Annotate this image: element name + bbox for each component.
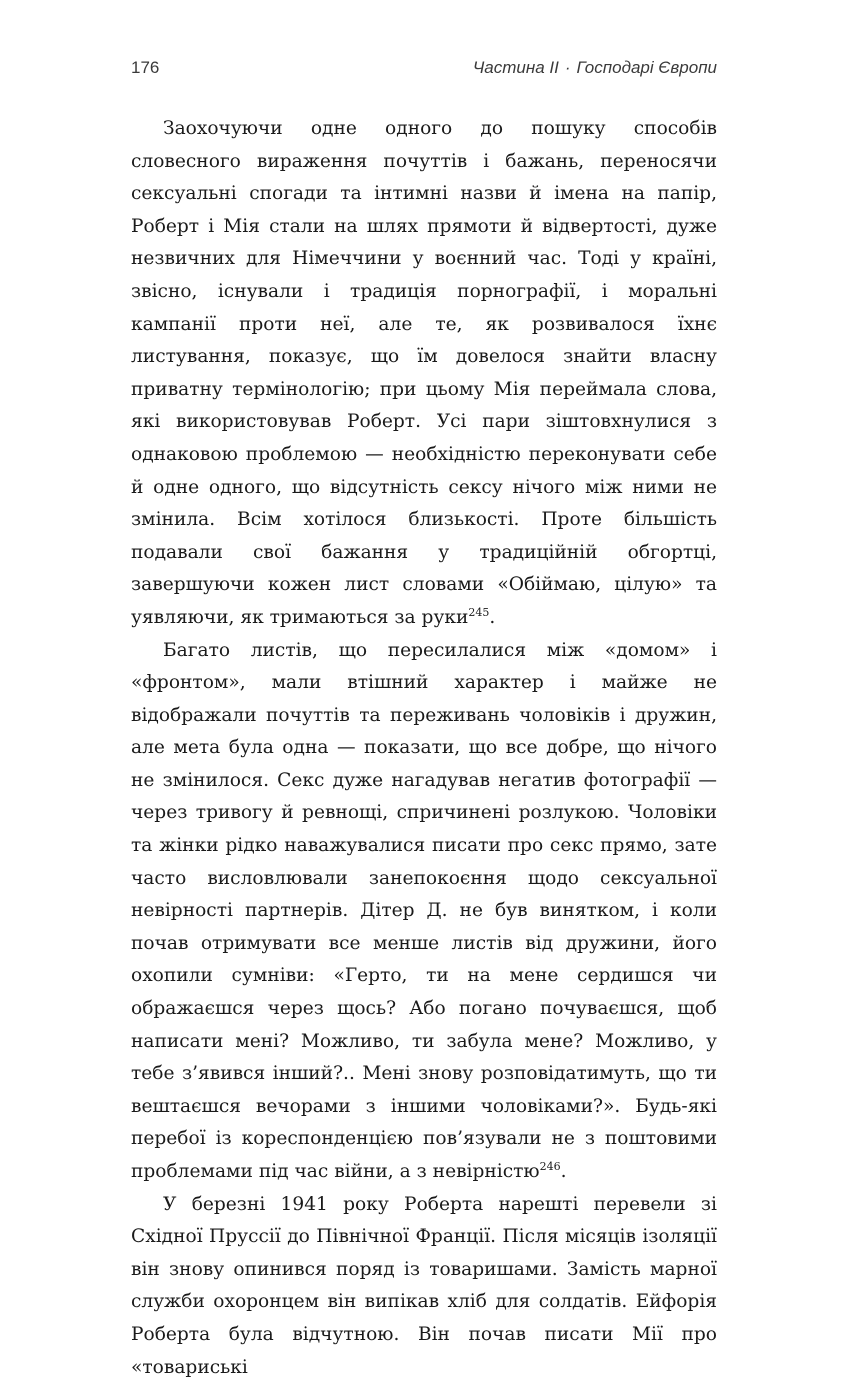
page-header xyxy=(131,58,717,88)
footnote-marker[interactable]: 245 xyxy=(468,605,490,619)
footnote-marker[interactable]: 246 xyxy=(539,1159,561,1173)
running-head-section: Господарі Європи xyxy=(576,58,717,77)
paragraph xyxy=(131,635,717,1189)
running-head-part: Частина II xyxy=(472,58,559,77)
running-head-separator: · xyxy=(564,58,571,77)
page-number: 176 xyxy=(131,58,160,77)
paragraph-text: Багато листів, що пересилалися між «домом» і «фронтом», мали втішний характер і майже не відображали почуттів та переживань чоловіків і дружин, але мета була одна — показати, що все добре, що нічого не змінилося. Секс дуже нагадував негатив фотографії — через тривогу й ревнощі, спричинені розлукою. Чоловіки та жінки рідко наважувалися писати про секс прямо, зате часто висловлювали занепокоєння щодо сексуальної невірності партнерів. Дітер Д. не був винятком, і коли почав отримувати все менше листів від дружини, його охопили сумніви: «Герто, ти на мене сердишся чи ображаєшся через щось? Або погано почуваєшся, щоб написати мені? Можливо, ти забула мене? Можливо, у тебе з’явився інший?.. Мені знову розповідатимуть, що ти вештаєшся вечорами з іншими чоловіками?». Будь-які перебої із кореспонденцією пов’язували не з поштовими проблемами під час війни, а з невірністю xyxy=(131,639,717,1182)
paragraph-tail: . xyxy=(560,1161,567,1182)
paragraph-text: У березні 1941 року Роберта нарешті перевели зі Східної Пруссії до Північної Франції. Після місяців ізоляції він знову опинився поряд із товаришами. Замість марної служби охоронцем він випікав хліб для солдатів. Ейфорія Роберта була відчутною. Він почав писати Мії про «товариські xyxy=(131,1193,717,1378)
paragraph xyxy=(131,1189,717,1384)
paragraph-text: Заохочуючи одне одного до пошуку способів словесного вираження почуттів і бажань, переносячи сексуальні спогади та інтимні назви й імена на папір, Роберт і Мія стали на шлях прямоти й відвертості, дуже незвичних для Німеччини у воєнний час. Тоді у країні, звісно, існували і традиція порнографії, і моральні кампанії проти неї, але те, як розвивалося їхнє листування, показує, що їм довелося знайти власну приватну термінологію; при цьому Мія переймала слова, які використовував Роберт. Усі пари зіштовхнулися з однаковою проблемою — необхідністю переконувати себе й одне одного, що відсутність сексу нічого між ними не змінила. Всім хотілося близькості. Проте більшість подавали свої бажання у традиційній обгортці, завершуючи кожен лист словами «Обіймаю, цілую» та уявляючи, як тримаються за руки xyxy=(131,118,717,628)
paragraph xyxy=(131,113,717,635)
running-head xyxy=(473,58,717,78)
paragraph-tail: . xyxy=(489,606,496,628)
body-text xyxy=(131,113,717,1384)
